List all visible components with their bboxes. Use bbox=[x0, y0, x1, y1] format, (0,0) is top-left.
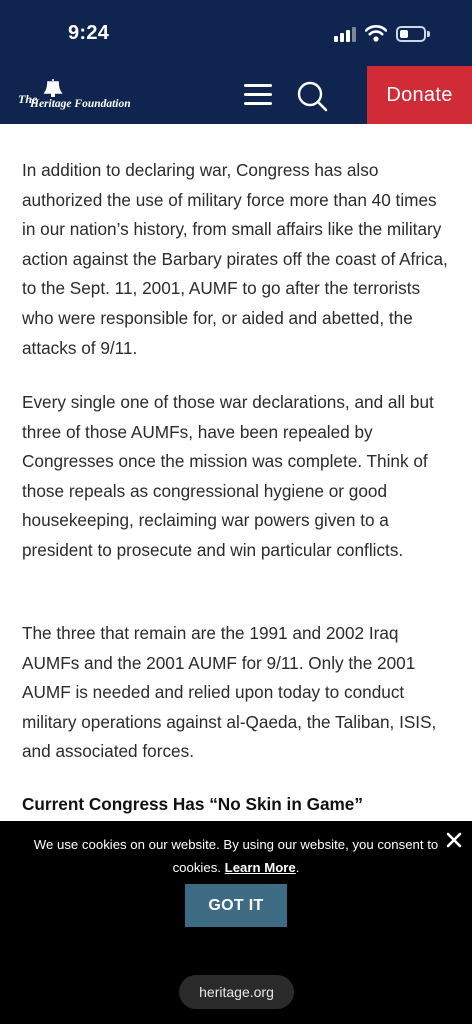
article-paragraph: In addition to declaring war, Congress has also authorized the use of military force more than 40 times in our nation’s history, from small affairs like the military action against the Barbary pirates off the coast of Africa, to the Sept. 11, 2001, AUMF to go after the terrorists who were responsible for, or aided and abetted, the attacks of 9/11. bbox=[22, 160, 448, 358]
article-paragraph: Every single one of those war declarations, and all but three of those AUMFs, have been repealed by Congresses once the mission was complete. Think of those repeals as congressional hygiene or good housekeeping, reclaiming war powers given to a president to prosecute and win particular conflicts. bbox=[22, 392, 434, 560]
close-icon[interactable] bbox=[444, 830, 464, 850]
heritage-logo[interactable] bbox=[16, 78, 146, 112]
cookie-banner bbox=[0, 821, 472, 1024]
battery-icon bbox=[396, 26, 426, 42]
got-it-button[interactable]: GOT IT bbox=[185, 884, 287, 927]
cookie-message-end: . bbox=[295, 860, 300, 875]
wifi-icon bbox=[365, 24, 387, 42]
donate-button[interactable]: Donate bbox=[367, 66, 472, 124]
article-paragraph: The three that remain are the 1991 and 2002 Iraq AUMFs and the 2001 AUMF for 9/11. Only the 2001 AUMF is needed and relied upon today to conduct military operations against al-Qaeda, the Taliban, ISIS, and associated forces. bbox=[22, 623, 437, 762]
logo-name-text: Heritage Foundation bbox=[30, 98, 131, 110]
search-icon[interactable] bbox=[296, 80, 328, 112]
hamburger-menu-icon[interactable] bbox=[244, 84, 272, 106]
cellular-signal-icon bbox=[334, 26, 358, 42]
top-bar bbox=[0, 0, 472, 124]
url-bar[interactable]: heritage.org bbox=[179, 975, 294, 1009]
cookie-message-text: We use cookies on our website. By using our website, you consent to cookies. bbox=[33, 837, 439, 875]
article-subheading: Current Congress Has “No Skin in Game” bbox=[22, 794, 363, 814]
site-header bbox=[0, 66, 472, 124]
status-bar bbox=[0, 0, 472, 66]
status-time: 9:24 bbox=[68, 22, 110, 44]
learn-more-link[interactable]: Learn More bbox=[224, 860, 296, 875]
cookie-message bbox=[30, 833, 442, 879]
logo-the-text: The bbox=[18, 92, 38, 106]
liberty-bell-icon bbox=[42, 78, 64, 100]
